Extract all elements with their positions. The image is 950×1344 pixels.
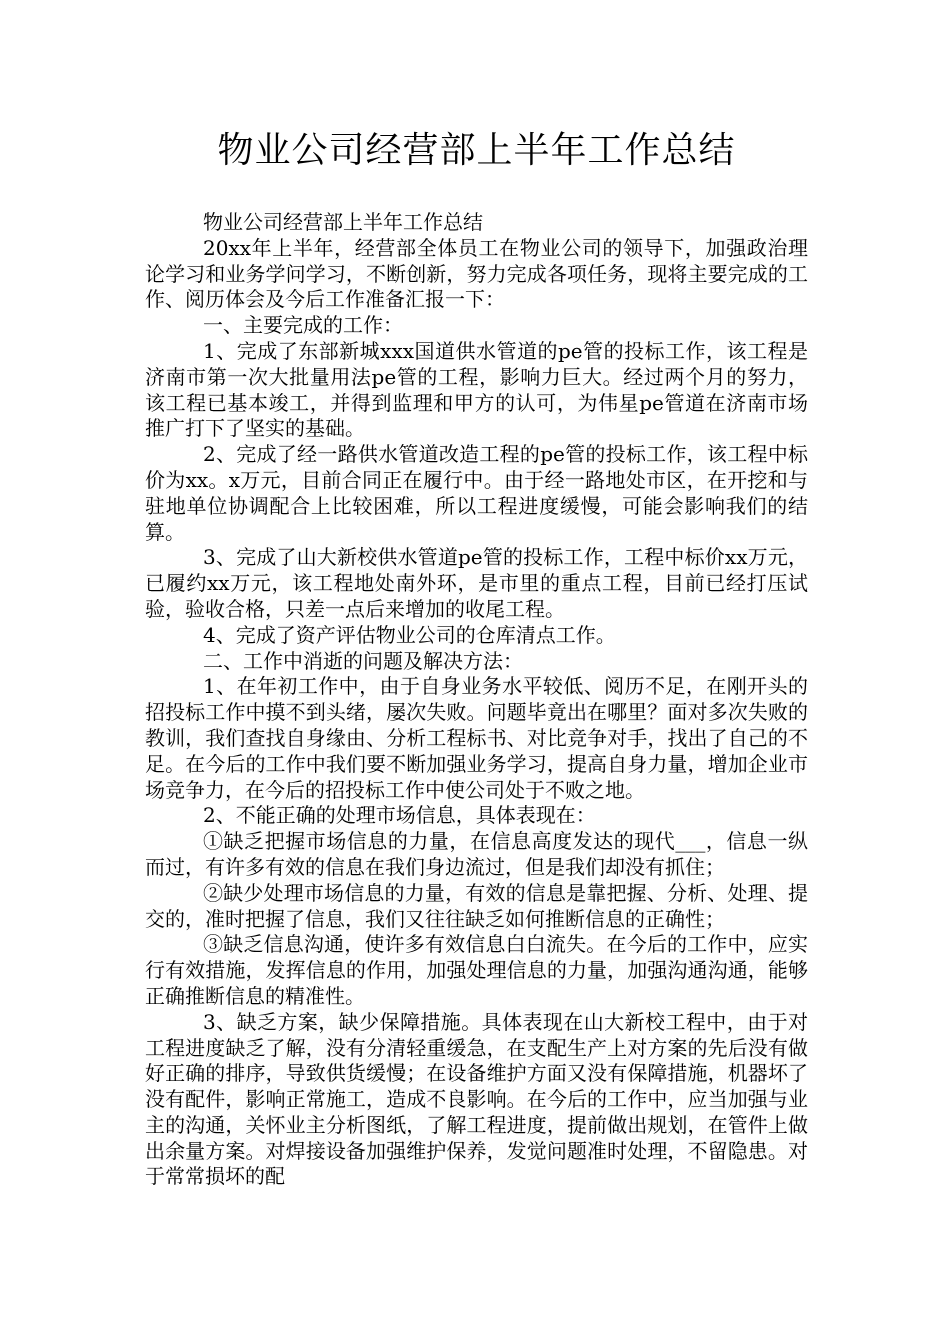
paragraph-item-2: 2、完成了经一路供水管道改造工程的pe管的投标工作，该工程中标价为xx。x万元，目前合同正在履行中。由于经一路地处市区，在开挖和与驻地单位协调配合上比较困难，所以工程进度缓慢，可能会影响我们的结算。 [145,442,808,544]
document-page [145,128,808,1190]
section-heading-completed-work: 一、主要完成的工作： [203,313,403,338]
paragraph-problem-2: 2、不能正确的处理市场信息，具体表现在： [203,803,596,828]
document-body [145,210,808,1190]
paragraph-item-1: 1、完成了东部新城xxx国道供水管道的pe管的投标工作，该工程是济南市第一次大批量用法pe管的工程，影响力巨大。经过两个月的努力，该工程已基本竣工，并得到监理和甲方的认可，为伟星pe管道在济南市场推广打下了坚实的基础。 [145,338,808,441]
paragraph-problem-3: 3、缺乏方案，缺少保障措施。具体表现在山大新校工程中，由于对工程进度缺乏了解，没有分清轻重缓急，在支配生产上对方案的先后没有做好正确的排序，导致供货缓慢；在设备维护方面又没有保障措施，机器坏了没有配件，影响正常施工，造成不良影响。在今后的工作中，应当加强与业主的沟通，关怀业主分析图纸，了解工程进度，提前做出规划，在管件上做出余量方案。对焊接设备加强维护保养，发觉问题准时处理，不留隐患。对于常常损坏的配 [145,1009,808,1189]
paragraph-item-4: 4、完成了资产评估物业公司的仓库清点工作。 [203,622,616,647]
paragraph-subtitle: 物业公司经营部上半年工作总结 [203,210,483,234]
section-heading-problems: 二、工作中消逝的问题及解决方法： [203,648,523,673]
paragraph-problem-2c: ③缺乏信息沟通，使许多有效信息白白流失。在今后的工作中，应实行有效措施，发挥信息的作用，加强处理信息的力量，加强沟通沟通，能够正确推断信息的精准性。 [145,932,808,1008]
paragraph-item-3: 3、完成了山大新校供水管道pe管的投标工作，工程中标价xx万元，已履约xx万元，该工程地处南外环，是市里的重点工程，目前已经打压试验，验收合格，只差一点后来增加的收尾工程。 [145,545,808,621]
paragraph-problem-2b: ②缺少处理市场信息的力量，有效的信息是靠把握、分析、处理、提交的，准时把握了信息，我们又往往缺乏如何推断信息的正确性； [145,880,808,931]
paragraph-problem-2a: ①缺乏把握市场信息的力量，在信息高度发达的现代___，信息一纵而过，有许多有效的信息在我们身边流过，但是我们却没有抓住； [145,829,808,879]
paragraph-problem-1: 1、在年初工作中，由于自身业务水平较低、阅历不足，在刚开头的招投标工作中摸不到头绪，屡次失败。问题毕竟出在哪里？面对多次失败的教训，我们查找自身缘由、分析工程标书、对比竞争对手，找出了自己的不足。在今后的工作中我们要不断加强业务学习，提高自身力量，增加企业市场竞争力，在今后的招投标工作中使公司处于不败之地。 [145,674,808,802]
paragraph-intro: 20xx年上半年，经营部全体员工在物业公司的领导下，加强政治理论学习和业务学问学习，不断创新，努力完成各项任务，现将主要完成的工作、阅历体会及今后工作准备汇报一下： [145,235,808,312]
document-title: 物业公司经营部上半年工作总结 [217,130,736,171]
